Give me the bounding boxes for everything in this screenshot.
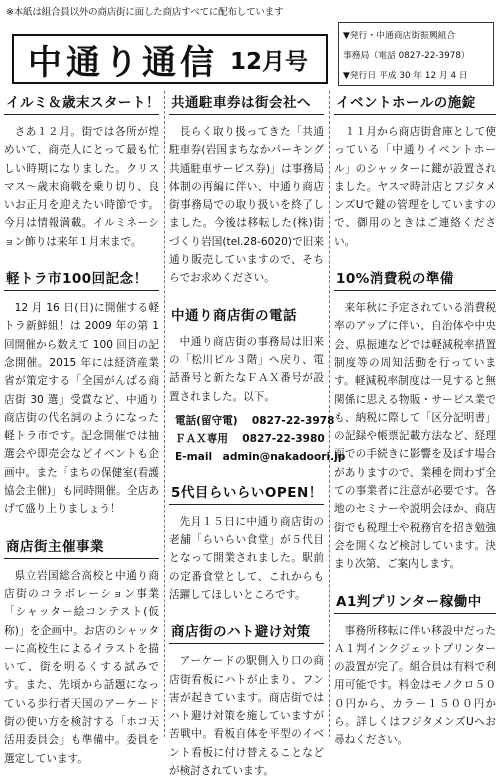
article-heading: イベントホールの施錠 xyxy=(334,91,496,115)
article-body: さあ１２月。街では各所が煌めいて、商売人にとって最も忙しい時期になりました。クリスマス〜歳末商戦を乗り切り、良いお正月を迎えたい時節です。今月は情報満載。イルミネーション飾りは来年１月末まで。 xyxy=(4,126,159,248)
article-heading: 共通駐車券は街会社へ xyxy=(169,91,324,115)
article-body: 事務所移転に伴い移設中だったＡ１判インクジェットプリンターの設置が完了。組合員は有料で利用可能です。料金はモノクロ５００円から、カラー１５００円から。詳しくはフジタメンズUへお尋ねください。 xyxy=(334,624,496,747)
publisher: ▼発行・中通商店街振興組合 xyxy=(343,31,456,41)
article-heading: A1判プリンター稼働中 xyxy=(334,590,496,614)
office-phone: 事務局（電話 0827-22-3978） xyxy=(343,51,470,61)
article-heading: 商店街のハト避け対策 xyxy=(169,620,324,644)
article-body: １１月から商店街倉庫として使っている「中通りイベントホール」のシャッターに鍵が設置されました。ヤスマ時計店とフジタメンズUで鍵の管理をしていますので、御用のときはご連絡ください。 xyxy=(334,126,496,248)
newsletter-title: 中通り通信 xyxy=(28,42,218,83)
column-divider xyxy=(164,91,165,737)
issue-label: 12月号 xyxy=(230,48,309,75)
contact-info xyxy=(175,412,346,467)
article-body: 12 月 16 日(日)に開催する軽トラ新鮮組！は 2009 年の第 1 回開催から数えて 100 回目の記念開催。2015 年には経済産業省が策定する「全国がんばる商店街 30 選」受賞など、中通り商店街の代名詞のようになった軽トラ市です。記念開催では抽選会や即売会などイベントも企画中。また「まちの保健室(看護協会主催)」も同時開催。全店あげて盛り上りましょう！ xyxy=(4,302,159,516)
article-body: 来年秋に予定されている消費税率のアップに伴い、自治体や中央会、県振連などでは軽減税率措置制度等の周知活動を行っています。軽減税率制度は一見すると無関係に思える物販・サービス業でも、納税に際して「区分記明書」の記録や帳票記載方法など、経理面での手続きに影響を及ぼす場合がありますので、業種を問わず全ての事業者に注意が必要です。各地のセミナーや説明会ほか、商店街でも税理士や税務官を招き勉強会を開くなど検討しています。決まり次第、ご案内します。 xyxy=(334,302,496,571)
article-body: 長らく取り扱ってきた「共通駐車券(岩国まちなかパーキング共通駐車サービス券)」は事務局体制の再編に伴い、中通り商店街事務局での取り扱いを終了しました。今後は移転した(株)街づくり岩国(tel.28-6020)で旧来通り販売していますので、そちらでお求めください。 xyxy=(169,126,324,285)
article-body: 県立岩国総合高校と中通り商店街のコラボレーション事業「シャッター絵コンテスト(仮称)」を企画中。お店のシャッターに高校生によるイラストを描いて、街を明るくする試みです。また、先頃から話題になっている歩行者天国のアーケード街の使い方を検討する「ホコ天活用委員会」も準備中。委員を選定しています。 xyxy=(4,569,159,765)
article-heading: 10%消費税の準備 xyxy=(334,267,496,291)
article-body: アーケードの駅側入り口の商店街看板にハトが止まり、フン害が起きています。商店街ではハト避け対策を施していますが苦戦中。看板自体を平型のイベント看板に付け替えることなどが検討されています。 xyxy=(169,655,324,778)
publisher-box xyxy=(338,22,494,86)
masthead xyxy=(12,34,328,84)
column-divider xyxy=(329,91,330,737)
column-1 xyxy=(4,91,160,765)
article-heading: 軽トラ市100回記念！ xyxy=(4,267,159,291)
column-2 xyxy=(169,91,346,778)
distribution-notice: ※本紙は組合員以外の商店街に面した商店すべてに配布しています xyxy=(6,7,284,18)
contact-email: E-mail admin@nakadoori.jp xyxy=(175,451,346,464)
article-heading: 商店街主催事業 xyxy=(4,535,159,559)
contact-fax: ＦＡＸ専用 0827-22-3980 xyxy=(175,433,325,446)
article-body: 中通り商店街の事務局は旧来の「松川ビル３階」へ戻り、電話番号と新たなＦＡＸ番号が設置されました。以下。 xyxy=(169,335,324,403)
article-body: 先月１５日に中通り商店街の老舗「らいらい食堂」が５代目となって開業されました。駅前の定番食堂として、これからも活躍してほしいところです。 xyxy=(169,515,324,601)
article-heading: 中通り商店街の電話 xyxy=(171,307,297,324)
publish-date: ▼発行日 平成 30 年 12 月 4 日 xyxy=(343,71,468,81)
article-heading: イルミ＆歳末スタート！ xyxy=(4,91,159,115)
column-3 xyxy=(334,91,496,747)
article-heading: 5代目らいらいOPEN！ xyxy=(169,481,324,505)
contact-phone: 電話(留守電) 0827-22-3978 xyxy=(175,414,335,427)
